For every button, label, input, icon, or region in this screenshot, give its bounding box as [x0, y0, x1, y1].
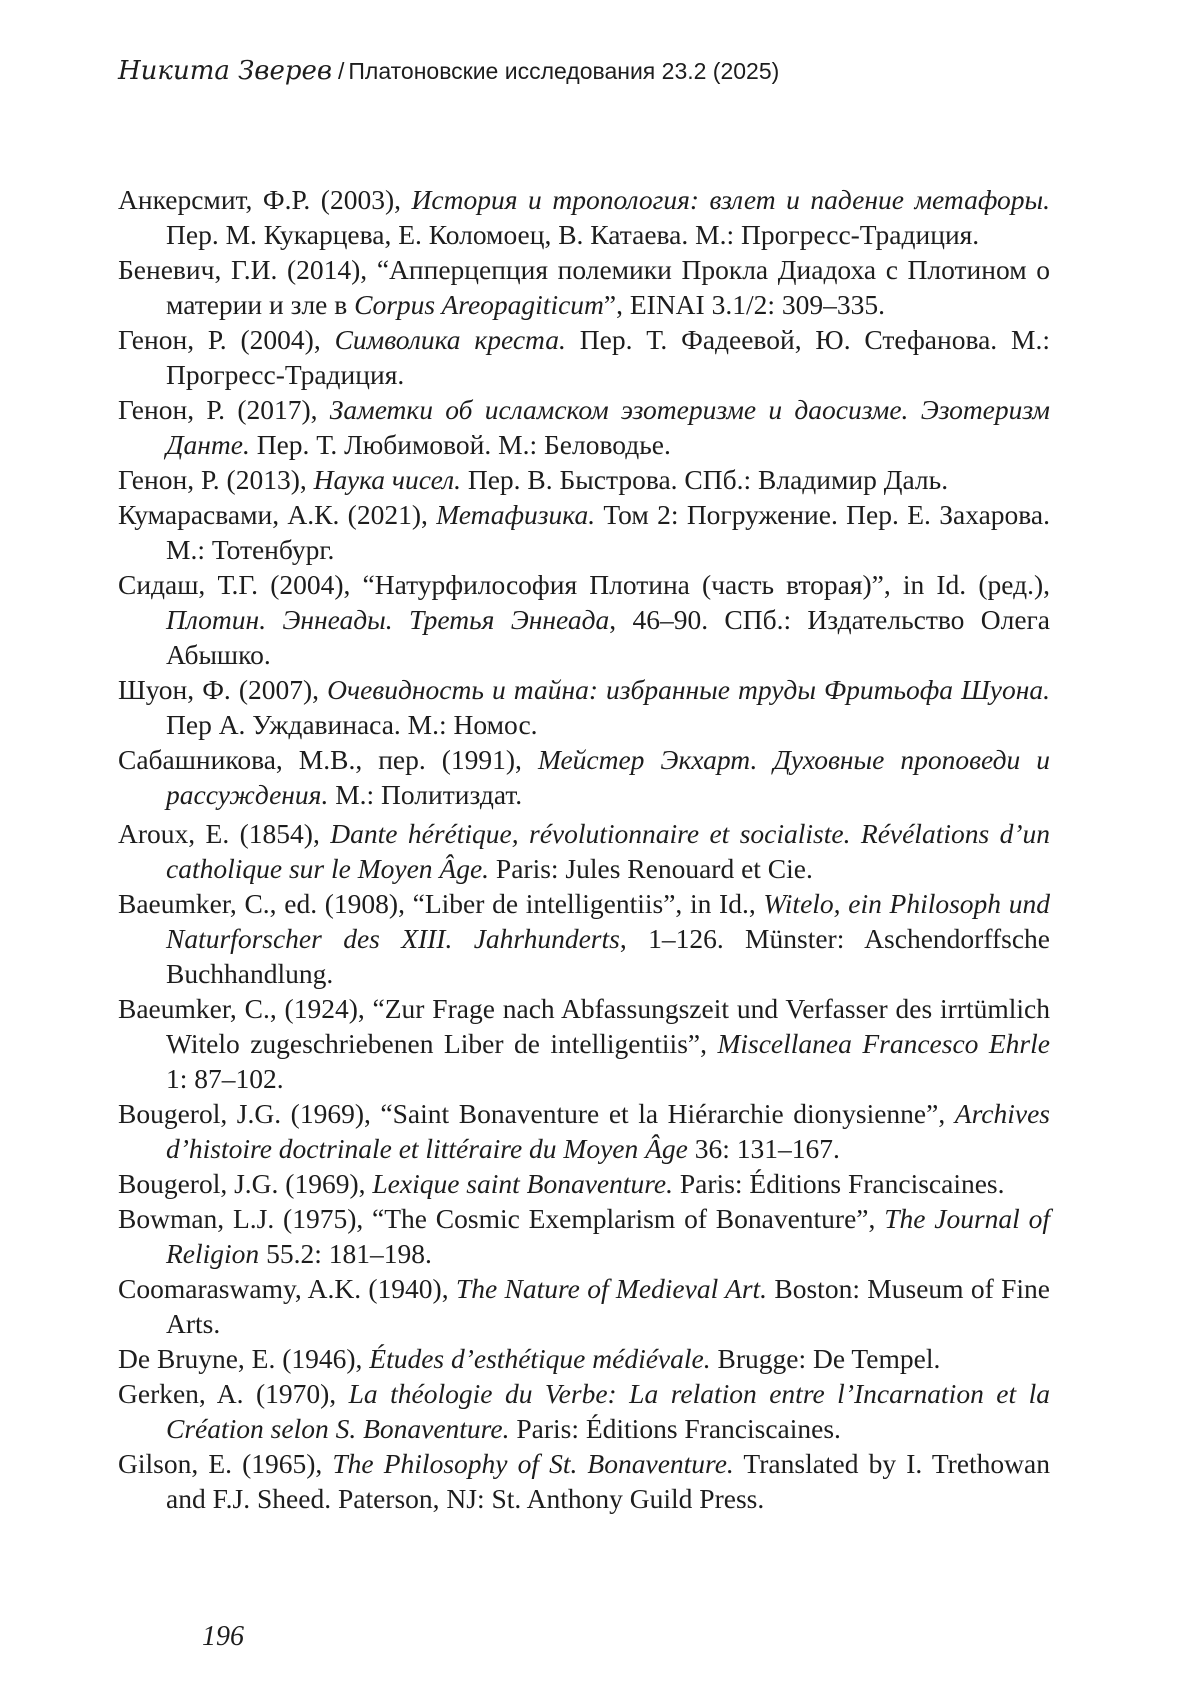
- reference-title: Witelo, ein Philosoph und Naturforscher des XIII. Jahrhunderts: [166, 888, 1050, 954]
- reference-title: Lexique saint Bonaventure.: [372, 1168, 674, 1199]
- reference-entry: Baeumker, C., ed. (1908), “Liber de intelligentiis”, in Id., Witelo, ein Philosoph und Naturforscher des XIII. Jahrhunderts, 1–126. Münster: Aschendorffsche Buchhandlung.: [118, 888, 1050, 989]
- reference-entry: Генон, Р. (2017), Заметки об исламском эзотеризме и даосизме. Эзотеризм Данте. Пер. Т. Любимовой. М.: Беловодье.: [118, 394, 1050, 460]
- reference-entry: Gerken, A. (1970), La théologie du Verbe: La relation entre l’Incarnation et la Création selon S. Bonaventure. Paris: Éditions Franciscaines.: [118, 1378, 1050, 1444]
- reference-title: The Nature of Medieval Art.: [455, 1273, 768, 1304]
- reference-title: The Journal of Religion: [166, 1203, 1050, 1269]
- reference-entry: Сабашникова, М.В., пер. (1991), Мейстер Экхарт. Духовные проповеди и рассуждения. М.: Политиздат.: [118, 744, 1050, 810]
- reference-entry: Coomaraswamy, A.K. (1940), The Nature of Medieval Art. Boston: Museum of Fine Arts.: [118, 1273, 1050, 1339]
- reference-title: Archives d’histoire doctrinale et littéraire du Moyen Âge: [166, 1098, 1050, 1164]
- reference-title: Dante hérétique, révolutionnaire et socialiste. Révélations d’un catholique sur le Moyen Âge.: [166, 818, 1050, 884]
- reference-entry: Кумарасвами, А.К. (2021), Метафизика. Том 2: Погружение. Пер. Е. Захарова. М.: Тотенбург.: [118, 499, 1050, 565]
- reference-title: История и тропология: взлет и падение метафоры.: [411, 184, 1050, 215]
- reference-title: Символика креста.: [334, 324, 566, 355]
- reference-entry: Bougerol, J.G. (1969), “Saint Bonaventure et la Hiérarchie dionysienne”, Archives d’histoire doctrinale et littéraire du Moyen Âge 36: 131–167.: [118, 1098, 1050, 1164]
- reference-entry: Сидаш, Т.Г. (2004), “Натурфилософия Плотина (часть вторая)”, in Id. (ред.), Плотин. Эннеады. Третья Эннеада, 46–90. СПб.: Издательство Олега Абышко.: [118, 569, 1051, 670]
- reference-entry: Baeumker, C., (1924), “Zur Frage nach Abfassungszeit und Verfasser des irrtümlich Witelo zugeschriebenen Liber de intelligentiis”, Miscellanea Francesco Ehrle 1: 87–102.: [118, 993, 1050, 1094]
- reference-entry: Анкерсмит, Ф.Р. (2003), История и тропология: взлет и падение метафоры. Пер. М. Кукарцева, Е. Коломоец, В. Катаева. М.: Прогресс-Традиция.: [118, 184, 1050, 250]
- header-author: Никита Зверев: [118, 56, 332, 86]
- header-journal: Платоновские исследования 23.2 (2025): [348, 58, 780, 84]
- reference-title: Метафизика.: [436, 499, 596, 530]
- reference-entry: De Bruyne, E. (1946), Études d’esthétique médiévale. Brugge: De Tempel.: [118, 1343, 941, 1374]
- reference-entry: Gilson, E. (1965), The Philosophy of St. Bonaventure. Translated by I. Trethowan and F.J. Sheed. Paterson, NJ: St. Anthony Guild Press.: [118, 1448, 1050, 1514]
- reference-title: Наука чисел.: [313, 464, 461, 495]
- reference-entry: Bowman, L.J. (1975), “The Cosmic Exemplarism of Bonaventure”, The Journal of Religion 55.2: 181–198.: [118, 1203, 1050, 1269]
- reference-entry: Bougerol, J.G. (1969), Lexique saint Bonaventure. Paris: Éditions Franciscaines.: [118, 1168, 1005, 1199]
- reference-entry: Aroux, E. (1854), Dante hérétique, révolutionnaire et socialiste. Révélations d’un catholique sur le Moyen Âge. Paris: Jules Renouard et Cie.: [118, 818, 1050, 884]
- reference-title: Заметки об исламском эзотеризме и даосизме. Эзотеризм Данте.: [166, 394, 1050, 460]
- header-separator: /: [338, 58, 345, 84]
- running-header: [118, 50, 779, 91]
- reference-entry: Генон, Р. (2013), Наука чисел. Пер. В. Быстрова. СПб.: Владимир Даль.: [118, 464, 949, 495]
- reference-title: La théologie du Verbe: La relation entre l’Incarnation et la Création selon S. Bonaventure.: [166, 1378, 1050, 1444]
- reference-title: Études d’esthétique médiévale.: [369, 1343, 711, 1374]
- reference-title: Мейстер Экхарт. Духовные проповеди и рассуждения.: [166, 744, 1050, 810]
- reference-title: Плотин. Эннеады. Третья Эннеада: [166, 604, 610, 635]
- reference-entry: Шуон, Ф. (2007), Очевидность и тайна: избранные труды Фритьофа Шуона. Пер А. Уждавинаса. М.: Номос.: [118, 674, 1050, 740]
- reference-title: The Philosophy of St. Bonaventure.: [332, 1448, 734, 1479]
- reference-entry: Генон, Р. (2004), Символика креста. Пер. Т. Фадеевой, Ю. Стефанова. М.: Прогресс-Традиция.: [118, 324, 1050, 390]
- reference-entry: Беневич, Г.И. (2014), “Апперцепция полемики Прокла Диадоха с Плотином о материи и зле в Corpus Areopagiticum”, EINAI 3.1/2: 309–335.: [118, 254, 1050, 320]
- bibliography-list: [118, 182, 1050, 1516]
- page-number: 196: [202, 1621, 244, 1652]
- reference-title: Corpus Areopagiticum: [354, 289, 604, 320]
- reference-title: Miscellanea Francesco Ehrle: [717, 1028, 1050, 1059]
- reference-title: Очевидность и тайна: избранные труды Фритьофа Шуона.: [327, 674, 1050, 705]
